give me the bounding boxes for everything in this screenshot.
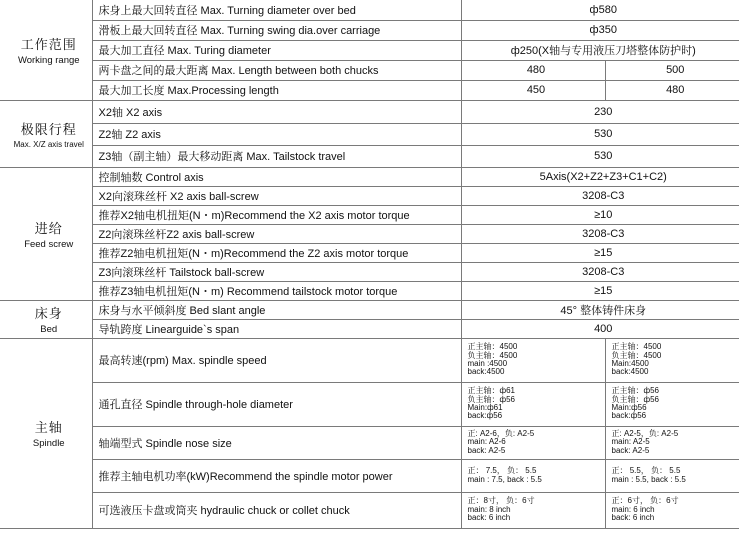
spec-label: 两卡盘之间的最大距离 Max. Length between both chucks bbox=[92, 60, 461, 80]
spec-label: 推荐X2轴电机扭矩(N・m)Recommend the X2 axis motor torque bbox=[92, 205, 461, 224]
table-row bbox=[0, 20, 739, 40]
spec-label: 最大加工直径 Max. Turing diameter bbox=[92, 40, 461, 60]
section-cn: 床身 bbox=[34, 306, 63, 321]
table-row bbox=[0, 80, 739, 100]
value-line: main: 6 inch bbox=[611, 504, 655, 514]
value-line: Main:ф61 bbox=[467, 403, 503, 412]
table-row bbox=[0, 0, 739, 20]
value-line: 正主轴：ф61 bbox=[467, 386, 515, 396]
spec-label: 最大加工长度 Max.Processing length bbox=[92, 80, 461, 100]
section-bed bbox=[0, 300, 92, 338]
spec-value-b bbox=[605, 426, 739, 459]
spec-label: Z3向滚珠丝杆 Tailstock ball-screw bbox=[92, 262, 461, 281]
spec-value: 3208-C3 bbox=[461, 186, 739, 205]
spec-value-b: 480 bbox=[605, 80, 739, 100]
section-cn: 进给 bbox=[34, 220, 63, 236]
value-line: Main:4500 bbox=[611, 359, 649, 368]
spec-label: Z3轴（副主轴）最大移动距离 Max. Tailstock travel bbox=[92, 145, 461, 167]
value-line: 正主轴：ф56 bbox=[611, 386, 659, 396]
spec-value-a bbox=[461, 492, 605, 528]
spec-label: Z2向滚珠丝杆Z2 axis ball-screw bbox=[92, 224, 461, 243]
value-line: back: A2-5 bbox=[611, 445, 650, 455]
spec-value: ≥15 bbox=[461, 281, 739, 300]
section-cn: 极限行程 bbox=[20, 121, 77, 137]
spec-value: 400 bbox=[461, 319, 739, 338]
value-line: back:4500 bbox=[467, 367, 505, 377]
section-feed bbox=[0, 167, 92, 300]
value-line: Main:ф56 bbox=[611, 403, 647, 412]
table-row bbox=[0, 262, 739, 281]
table-row bbox=[0, 123, 739, 145]
section-en: Feed screw bbox=[24, 238, 74, 250]
spec-value-b bbox=[605, 382, 739, 426]
spec-value: 530 bbox=[461, 123, 739, 145]
spec-value-b bbox=[605, 459, 739, 492]
spec-label: X2轴 X2 axis bbox=[92, 100, 461, 123]
spec-label: 轴端型式 Spindle nose size bbox=[92, 426, 461, 459]
value-line: 正主轴：4500 bbox=[611, 342, 662, 352]
spec-value-a bbox=[461, 459, 605, 492]
spec-value-a: 480 bbox=[461, 60, 605, 80]
value-line: main: A2-6 bbox=[467, 437, 506, 447]
spec-value: 5Axis(X2+Z2+Z3+C1+C2) bbox=[461, 167, 739, 186]
spec-value: 3208-C3 bbox=[461, 262, 739, 281]
table-row bbox=[0, 243, 739, 262]
spec-label: 导轨跨度 Linearguide`s span bbox=[92, 319, 461, 338]
table-row bbox=[0, 167, 739, 186]
spec-value-b: 500 bbox=[605, 60, 739, 80]
section-cn: 工作范围 bbox=[20, 36, 77, 52]
section-limit-travel bbox=[0, 100, 92, 167]
spec-value-a bbox=[461, 382, 605, 426]
table-row bbox=[0, 338, 739, 382]
table-row bbox=[0, 205, 739, 224]
spec-value-a bbox=[461, 338, 605, 382]
value-line: 正：8寸， 负：6寸 bbox=[467, 496, 535, 506]
spec-value-b bbox=[605, 338, 739, 382]
value-line: 正: A2-5，负: A2-5 bbox=[611, 428, 679, 438]
spec-label: 推荐Z3轴电机扭矩(N・m) Recommend tailstock motor torque bbox=[92, 281, 461, 300]
spec-value: 230 bbox=[461, 100, 739, 123]
section-spindle bbox=[0, 338, 92, 528]
table-row bbox=[0, 281, 739, 300]
table-row bbox=[0, 60, 739, 80]
spec-value-b bbox=[605, 492, 739, 528]
value-line: main : 7.5, back : 5.5 bbox=[467, 474, 542, 484]
value-line: main: 8 inch bbox=[467, 504, 511, 514]
spec-value: 45° 整体铸件床身 bbox=[461, 300, 739, 319]
spec-value: ф350 bbox=[461, 20, 739, 40]
spec-label: Z2轴 Z2 axis bbox=[92, 123, 461, 145]
table-row bbox=[0, 186, 739, 205]
value-line: back: 6 inch bbox=[467, 513, 511, 523]
section-en: Spindle bbox=[32, 438, 65, 449]
spec-label: 可选液压卡盘或筒夹 hydraulic chuck or collet chuck bbox=[92, 492, 461, 528]
table-row bbox=[0, 40, 739, 60]
spec-label: 滑板上最大回转直径 Max. Turning swing dia.over carriage bbox=[92, 20, 461, 40]
value-line: main: A2-5 bbox=[611, 437, 650, 447]
value-line: back:ф56 bbox=[467, 411, 503, 421]
section-en: Max. X/Z axis travel bbox=[13, 139, 84, 149]
table-row bbox=[0, 459, 739, 492]
spec-label: X2向滚珠丝杆 X2 axis ball-screw bbox=[92, 186, 461, 205]
section-working-range bbox=[0, 0, 92, 100]
table-row bbox=[0, 426, 739, 459]
spec-value-a: 450 bbox=[461, 80, 605, 100]
value-line: 正：6寸， 负：6寸 bbox=[611, 496, 679, 506]
spec-value-a bbox=[461, 426, 605, 459]
value-line: 负主轴：4500 bbox=[467, 350, 518, 360]
spec-value: ф250(X轴与专用液压刀塔整体防护时) bbox=[461, 40, 739, 60]
value-line: 正： 5.5， 负： 5.5 bbox=[611, 466, 681, 476]
table-row bbox=[0, 319, 739, 338]
value-line: 正: A2-6，负: A2-5 bbox=[467, 428, 535, 438]
table-row bbox=[0, 145, 739, 167]
spec-label: 床身与水平倾斜度 Bed slant angle bbox=[92, 300, 461, 319]
value-line: 正主轴：4500 bbox=[467, 342, 518, 352]
value-line: back: 6 inch bbox=[611, 513, 655, 523]
spec-label: 床身上最大回转直径 Max. Turning diameter over bed bbox=[92, 0, 461, 20]
value-line: back:ф56 bbox=[611, 411, 647, 421]
spec-label: 推荐Z2轴电机扭矩(N・m)Recommend the Z2 axis motor torque bbox=[92, 243, 461, 262]
spec-label: 推荐主轴电机功率(kW)Recommend the spindle motor power bbox=[92, 459, 461, 492]
table-row bbox=[0, 492, 739, 528]
spec-value: ≥10 bbox=[461, 205, 739, 224]
value-line: main :4500 bbox=[467, 359, 508, 368]
section-en: Bed bbox=[40, 324, 58, 335]
table-row bbox=[0, 382, 739, 426]
value-line: 负主轴：ф56 bbox=[611, 394, 659, 404]
spec-value: ф580 bbox=[461, 0, 739, 20]
value-line: back:4500 bbox=[611, 367, 649, 377]
section-en: Working range bbox=[17, 54, 80, 66]
table-row bbox=[0, 300, 739, 319]
spec-value: ≥15 bbox=[461, 243, 739, 262]
value-line: 负主轴：4500 bbox=[611, 350, 662, 360]
spec-value: 3208-C3 bbox=[461, 224, 739, 243]
table-row bbox=[0, 100, 739, 123]
section-cn: 主轴 bbox=[34, 420, 63, 435]
table-row bbox=[0, 224, 739, 243]
value-line: back: A2-5 bbox=[467, 445, 506, 455]
spec-label: 控制轴数 Control axis bbox=[92, 167, 461, 186]
spec-label: 通孔直径 Spindle through-hole diameter bbox=[92, 382, 461, 426]
spec-value: 530 bbox=[461, 145, 739, 167]
value-line: 负主轴：ф56 bbox=[467, 394, 515, 404]
value-line: 正： 7.5， 负： 5.5 bbox=[467, 466, 537, 476]
value-line: main : 5.5, back : 5.5 bbox=[611, 474, 686, 484]
spec-label: 最高转速(rpm) Max. spindle speed bbox=[92, 338, 461, 382]
